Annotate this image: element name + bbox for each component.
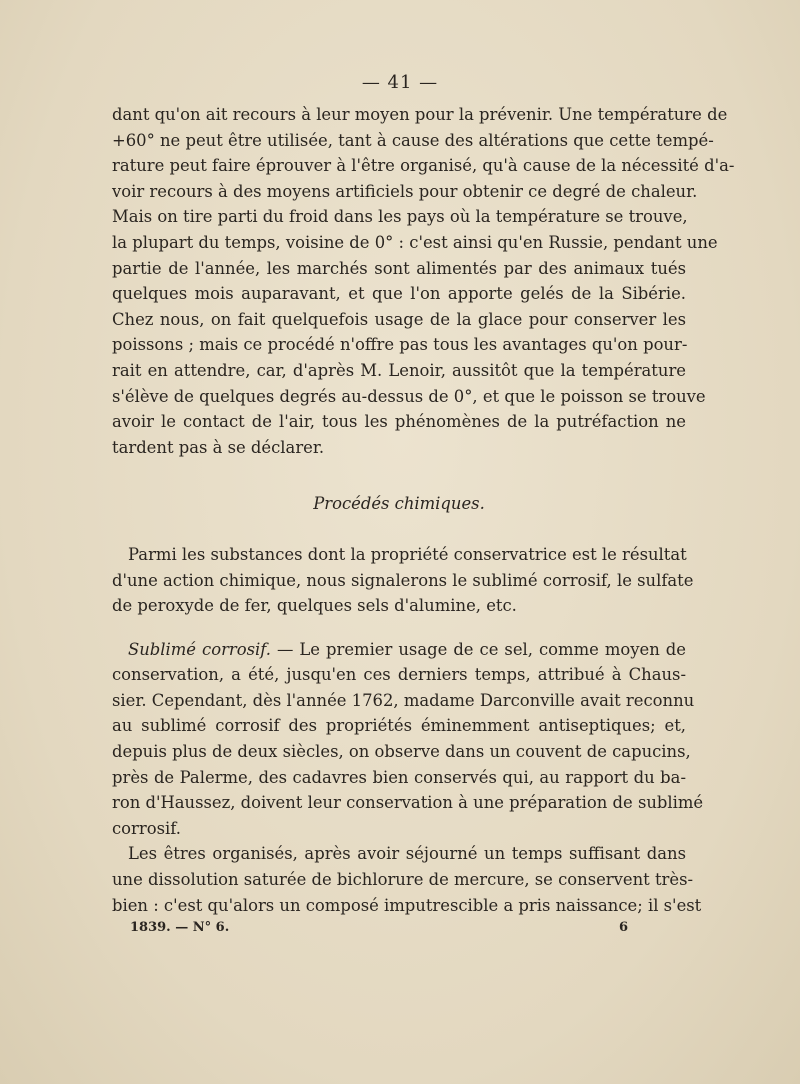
- text-line: d'une action chimique, nous signalerons le sublimé corrosif, le sulfate: [112, 570, 694, 590]
- text-line: depuis plus de deux siècles, on observe dans un couvent de capucins,: [112, 742, 691, 762]
- text-line: conservation, a été, jusqu'en ces derniers temps, attribué à Chaus-: [112, 665, 686, 685]
- text-line: la plupart du temps, voisine de 0° : c'est ainsi qu'en Russie, pendant une: [112, 232, 718, 252]
- page-footer: [130, 920, 628, 935]
- issue-signature: 1839. — N° 6.: [130, 920, 230, 935]
- text-line: une dissolution saturée de bichlorure de mercure, se conservent très-: [112, 870, 694, 890]
- text-line: [112, 637, 686, 663]
- page-number: — 41 —: [361, 72, 439, 93]
- text-line: tardent pas à se déclarer.: [112, 437, 325, 457]
- text-line: voir recours à des moyens artificiels pour obtenir ce degré de chaleur.: [112, 181, 698, 201]
- text-line: +60° ne peut être utilisée, tant à cause des altérations que cette tempé-: [112, 130, 714, 150]
- text-line: corrosif.: [112, 818, 181, 838]
- text-line: sier. Cependant, dès l'année 1762, madame Darconville avait reconnu: [112, 690, 695, 710]
- text-line: de peroxyde de fer, quelques sels d'alumine, etc.: [112, 596, 517, 616]
- text-line: bien : c'est qu'alors un composé imputrescible a pris naissance; il s'est: [112, 895, 702, 915]
- paragraph-4: [112, 841, 702, 918]
- text-fragment: — Le premier usage de ce sel, comme moyen de: [270, 639, 686, 659]
- text-line: poissons ; mais ce procédé n'offre pas tous les avantages qu'on pour-: [112, 335, 688, 355]
- section-heading: Procédés chimiques.: [313, 494, 485, 514]
- text-line: près de Palerme, des cadavres bien conservés qui, au rapport du ba-: [112, 767, 686, 787]
- text-line: Chez nous, on fait quelquefois usage de la glace pour conserver les: [112, 309, 686, 329]
- text-line: Parmi les substances dont la propriété conservatrice est le résultat: [128, 544, 687, 564]
- text-line: quelques mois auparavant, et que l'on apporte gelés de la Sibérie.: [112, 284, 686, 304]
- paragraph-3: [112, 637, 704, 842]
- subsection-title: Sublimé corrosif.: [128, 639, 271, 659]
- text-line: s'élève de quelques degrés au-dessus de 0°, et que le poisson se trouve: [112, 386, 706, 406]
- text-line: Mais on tire parti du froid dans les pays où la température se trouve,: [112, 207, 688, 227]
- text-line: au sublimé corrosif des propriétés éminemment antiseptiques; et,: [112, 716, 686, 736]
- body-text: [112, 102, 735, 918]
- text-line: rait en attendre, car, d'après M. Lenoir, aussitôt que la température: [112, 360, 686, 380]
- text-line: partie de l'année, les marchés sont alimentés par des animaux tués: [112, 258, 686, 278]
- paragraph-2: [112, 542, 694, 619]
- sheet-number: 6: [618, 920, 628, 935]
- text-line: dant qu'on ait recours à leur moyen pour la prévenir. Une température de: [112, 105, 728, 124]
- text-line: ron d'Haussez, doivent leur conservation à une préparation de sublimé: [112, 793, 704, 813]
- text-line: Les êtres organisés, après avoir séjourné un temps suffisant dans: [128, 844, 686, 864]
- paragraph-1: [112, 102, 735, 460]
- text-line: rature peut faire éprouver à l'être organisé, qu'à cause de la nécessité d'a-: [112, 156, 735, 176]
- text-line: avoir le contact de l'air, tous les phénomènes de la putréfaction ne: [112, 412, 686, 432]
